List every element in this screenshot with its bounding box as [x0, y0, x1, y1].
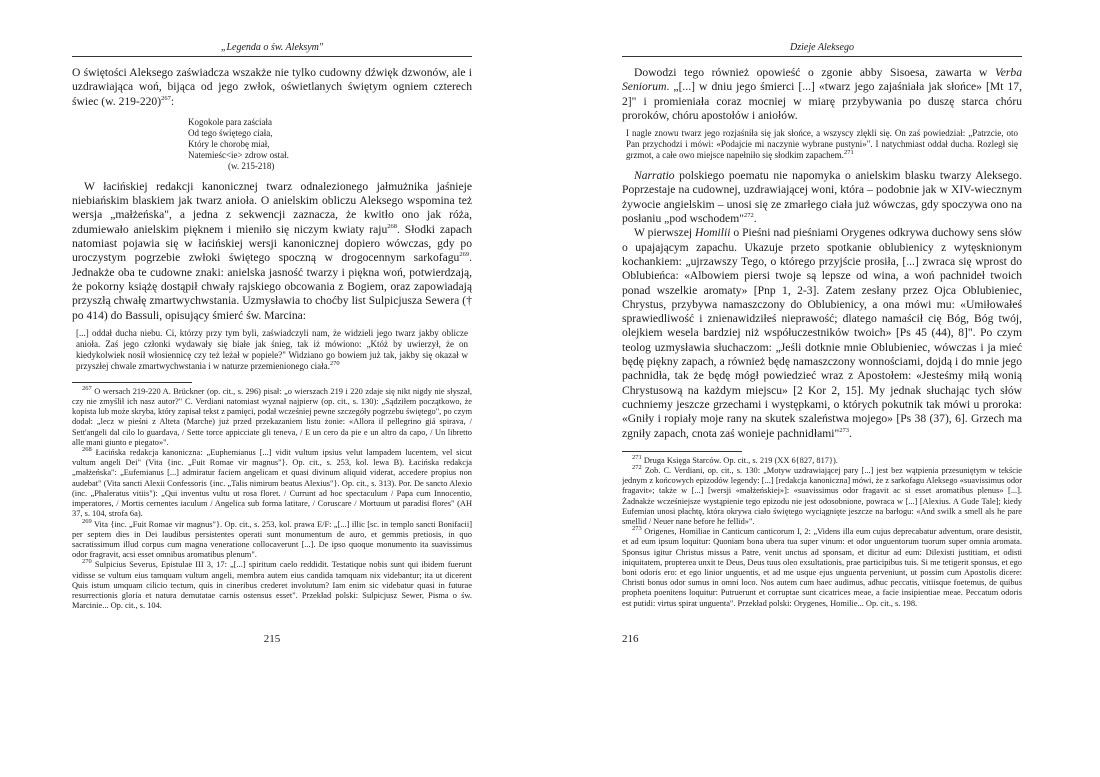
paragraph: [72, 66, 472, 109]
footnote: [622, 456, 1022, 466]
text-run: I nagle znowu twarz jego rozjaśniła się jak słońce, a wszyscy zlękli się. On zaś powiedział: „Patrzcie, oto Pan przychodzi i mówi: «Podajcie mi naczynie wybrane pustyni»". I natychmiast oddał ducha. Rozległ się grzmot, a całe owo miejsce napełniło się słodkim zapachem.: [626, 128, 1018, 161]
footnote-ref[interactable]: 267: [161, 94, 171, 102]
footnotes: [72, 387, 472, 611]
footnote-text: Origenes, Homiliae in Canticum canticorum I, 2: „Videns illa eum cujus deprecabatur adventum, orare desistit, et ad eum ipsum loquitur: Quoniam bona ubera tua super vinum: et odor unguentorum tuorum super omnia aromata. Sponsus igitur Christus missus a Patre, venit unctus ad sponsam, et dicitur ad eum: Dilexisti justitiam, et odisti iniquitatem, propterea unxit te Deus, Deus tuus oleo exsultationis, prae participibus tuis. Si me tetigerit sponsus, et ego boni odoris ero: et ego linior unguentis, et ad me usque ejus unguenta perveniunt, ut possim cum Apostolis dicere: Christi bonus odor sumus in omni loco. Nos autem cum haec audimus, adhuc peccatis, vitiisque foetemus, de quibus propheta poenitens loquitur: Putruerunt et corruptae sunt cicatrices meae, a facie insipientiae meae. Peccatum odoris est putidi: virtus spirat unguenta". Przekład polski: Orygenes, Homilie... Op. cit., s. 198.: [622, 527, 1022, 608]
text-run: O świętości Aleksego zaświadcza wszakże nie tylko cudowny dźwięk dzwonów, ale i uzdrawiająca woń, bijąca od jego zwłok, oświetlanych świętym ogniem czterech świec (w. 219-220): [72, 66, 472, 108]
footnote: [622, 466, 1022, 527]
right-page: [622, 0, 1022, 777]
block-quote: [626, 128, 1018, 161]
poem-line: Kogokole para zaściała: [188, 116, 272, 127]
footnote-ref[interactable]: 268: [387, 222, 398, 230]
paragraph: [72, 180, 472, 323]
poem-line: Który le chorobę miał,: [188, 138, 270, 149]
running-header-left: „Legenda o św. Aleksym": [220, 42, 324, 53]
header-rule-left: [72, 56, 472, 57]
left-body: [72, 66, 472, 611]
footnote-text: O wersach 219-220 A. Brückner (op. cit., s. 296) pisał: „o wierszach 219 i 220 zdaje się nikt nigdy nie słyszał, czy nie zmyślił ich nasz autor?" C. Verdiani natomiast wyznał najpierw (op. cit., s. 130): „Sądziłem początkowo, że kopista lub może skryba, który zapisał tekst z pamięci, podał wcześniej pewne szczegóły pogrzebu świętego", po czym dodał: „lecz w pieśni z Alteta (Marche) już przed przekazaniem listu żonie: «Allora il pellegrino giá spirava, / Sett'angeli dal cilo lo guardava, / Sette torce appicciate gli teneva, / E un cero da pie e un altro da capo, / Un librettо alle mani giunto e piegato»".: [72, 386, 472, 447]
running-header-right: Dzieje Aleksego: [790, 42, 854, 53]
paragraph: [622, 226, 1022, 440]
text-run-italic: Verba Seniorum: [622, 66, 1022, 94]
footnote: [72, 387, 472, 448]
footnote-text: Sulpicius Severus, Epistulae III 3, 17: „[...] spiritum caelo reddidit. Testatique nobis sunt qui ibidem fuerunt vidisse se vultum eius tamquam vultum angeli, membra autem eius candida tamquam nix videbantur; ita ut dicerent Quis istum umquam cilicio tectum, quis in cineribus crederet involutum? Iam enim sic videbatur quasi in futurae resurrectionis gloria et natura demutatae carnis ostensus esset". Przekład polski: Sulpicjusz Sewer, Pisma o św. Marcinie... Op. cit., s. 104.: [72, 560, 472, 611]
footnote-number: 268: [82, 446, 92, 454]
footnote-number: 267: [82, 385, 92, 393]
paragraph: [622, 169, 1022, 226]
footnote-number: 272: [632, 464, 642, 472]
right-body: [622, 66, 1022, 609]
text-run: .: [848, 426, 852, 440]
block-quote: [76, 328, 468, 372]
text-run: o Pieśni nad pieśniami Orygenes odkrywa duchowy sens słów o upajającym zapachu. Ukazuje przeto spotkanie oblubienicy z wytęsknionym kochankiem: „ujrzawszy Tego, o którego przyjście prosiła, [...] zwraca się wprost do Oblubieńca: «Albowiem piersi twoje są lepsze od wina, a woń pachnideł twoich ponad wszelkie aromaty» [Pnp 1, 2-3]. Zatem zesłany przez Ojca Oblubieniec, Chrystus, przybywa namaszczony do Oblubienicy, a ona mówi mu: «Umiłowałeś sprawiedliwość i znienawidziłeś nieprawość; dlatego namaścił cię Bóg, Bóg twój, olejkiem wesela bardziej niż współuczestników twoich» [Ps 45 (44), 8]". Po czym teolog uzmysławia słuchaczom: „Jeśli dotknie mnie Oblubieniec, wówczas i ja mieć będę piękny zapach, a również będę namaszczony wonnościami, dojdą i do mnie jego pachnidła, tak że będę mógł powiedzieć wraz z Apostołem: «Jesteśmy miłą wonią Chrystusową na każdym miejscu» [2 Kor 2, 15]. My jednak słuchając tych słów cuchniemy jeszcze grzechami i występkami, o których pokutnik tak mówi u proroka: «Gniły i ropiały moje rany na skutek szaleństwa mojego» [Ps 38 (37), 6]. Grzech ma zgniły zapach, cnota zaś wonieje pachnidłami": [622, 226, 1022, 440]
page-number-right: 216: [622, 633, 639, 645]
text-run-italic: Homilii: [695, 226, 731, 240]
page-number-left: 215: [263, 633, 281, 645]
footnote-ref[interactable]: 270: [329, 359, 340, 367]
footnote-number: 271: [632, 454, 642, 462]
text-run: W pierwszej: [634, 226, 695, 240]
header-rule-right: [622, 56, 1022, 57]
footnote-ref[interactable]: 271: [843, 149, 854, 157]
poem-reference: (w. 215-218): [228, 160, 275, 171]
footnote: [72, 517, 472, 561]
text-run: polskiego poematu nie napomyka o anielskim blasku twarzy Aleksego. Poprzestaje na cudownej, uzdrawiającej woni, która – podobnie jak w XIV-wiecznym żywocie angielskim – unosi się ze zmarłego ciała już wówczas, gdy spoczywa ono na posłaniu „pod wschodem": [622, 169, 1022, 226]
footnote-ref[interactable]: 273: [839, 426, 849, 434]
text-run: . Jednakże oba te cudowne znaki: anielska jasność twarzy i piękna woń, potwierdzają, że pokorny książę dostąpił chwały rajskiego obcowania z Bogiem, oraz zapowiadają przyszłą chwałę zmartwychwstania. Uzmysławia to choćby list Sulpicjusza Sewera († po 414) do Bassuli, opisujący śmierć św. Marcina:: [72, 251, 472, 322]
footnote-text: Druga Księga Starców. Op. cit., s. 219 (XX 6{827, 817}).: [643, 455, 838, 465]
footnote-text: Łacińska redakcja kanoniczna: „Euphemianus [...] vidit vultum ipsius velut lampadem lucentem, vel sicut vultum angeli Dei" (Vita {inc. „Fuit Romae vir magnus"}. Op. cit., s. 253, kol. lewa B). Łacińska redakcja „małżeńska": „Eufemianus [...] admiratur faciem angelicam et quasi divinum aliquid viderat, accedere propius non audebat" (Vita sancti Alexii Confessoris {inc. „Talis nimirum beatus Alexius"}. Op. cit., s. 313). Por. De sancto Alexio (inc. „Phaleratus vitiis"): „Qui inventus vultu ut rosa floret. / Currunt ad hoc spectaculum / Papa cum Innocentio, imperatores, / Mortis cernentes iaculum / Angelica sub forma latitare, / Coruscare / Mortuum ut paradisi flores" (AH 37, s. 104, strofa 6a).: [72, 448, 472, 519]
text-run: . „[...] w dniu jego śmierci [...] «twarz jego zajaśniała jak słońce» [Mt 17, 2]" i promieniała coraz mocniej w miarę przybywania po duszę starca chóru proroków, chóru apostołów i aniołów.: [622, 80, 1022, 122]
paragraph: [622, 66, 1022, 123]
text-run: .: [753, 212, 757, 226]
footnote-text: Vita {inc. „Fuit Romae vir magnus"}. Op. cit., s. 253, kol. prawa E/F: „[...] illic [sc. in templo sancti Bonifacii] per septem dies in Dei laudibus persistentes operati sunt monumentum de auro, et gemmis pretiosis, in quo sacratissimum illud corpus cum magna veneratione collocaverunt [...]. De ipso quoque monumento ita suavissimus odor fragravit, acsi esset omnibus aromatibus plenum".: [72, 519, 472, 560]
text-run: [...] oddał ducha niebu. Ci, którzy przy tym byli, zaświadczyli nam, że widzieli jego twarz jakby oblicze anioła. Zaś jego członki wydawały się białe jak śnieg, tak iż mówiono: „Któż by uwierzył, że on kiedykolwiek nosił włosiennicę czy też leżał w popiele?" Widziano go bowiem już tak, jakby się okazał w przyszłej chwale zmartwychwstania i w naturze przemienionego ciała.: [76, 327, 468, 371]
text-run: . Słodki zapach natomiast pojawia się w łacińskiej wersji kanonicznej dopiero wówczas, gdy po uroczystym pogrzebie zwłoki świętego spoczną w drogocennym sarkofagu: [72, 222, 472, 265]
footnote-ref[interactable]: 272: [743, 212, 754, 220]
footnote-number: 273: [632, 525, 642, 533]
footnote: [622, 527, 1022, 609]
text-run-italic: Narratio: [634, 169, 675, 183]
text-run: W łacińskiej redakcji kanonicznej twarz odnalezionego jałmużnika jaśnieje niebiańskim blaskiem jak twarz anioła. O anielskim obliczu Aleksego wspomina też wersja „małżeńska", a jedna z sekwencji zaznacza, że kwitło ono jak róża, zdumiewało anielskim pięknem i mieniło się niczym kwiaty raju: [72, 179, 472, 236]
text-run: Dowodzi tego również opowieść o zgonie abby Sisoesa, zawarta w: [634, 66, 995, 79]
footnote-number: 269: [82, 517, 92, 525]
text-run: :: [170, 94, 175, 108]
footnotes: [622, 456, 1022, 609]
footnote-rule: [72, 382, 192, 383]
footnote-number: 270: [82, 558, 92, 566]
footnote-ref[interactable]: 269: [459, 251, 470, 259]
footnote: [72, 448, 472, 519]
footnote: [72, 560, 472, 611]
poem-line: Natemieśc<ie> zdrow ostał.: [188, 149, 289, 160]
poem-quote: [188, 117, 472, 172]
left-page: [72, 0, 472, 777]
footnote-text: Zob. C. Verdiani, op. cit., s. 130: „Motyw uzdrawiającej pary [...] jest bez wątpienia przesuniętym w tekście jednym z końcowych epizodów legendy: [...] [redakcja kanoniczna] mówi, że z sarkofagu Aleksego «suavissimus odor fragavit»; także w [...] [wersji «małżeńskiej»]: «suavissimus odor fragavit ac si esset aromatibus plenus» [...]. Żadnakże wcześniejsze wystąpienie tego epizodu nie jest odosobnione, powraca w [...] [Alexius. A Gude Tale]; kiedy Eufemian unosi płachtę, która okrywa ciało świętego wyciągnięte jeszcze na barłogu: «And swilk a smell als he pare smellid / Neuer nane before he fellid»".: [622, 466, 1022, 527]
poem-line: Od tego świętego ciała,: [188, 127, 273, 138]
footnote-rule: [622, 451, 742, 452]
